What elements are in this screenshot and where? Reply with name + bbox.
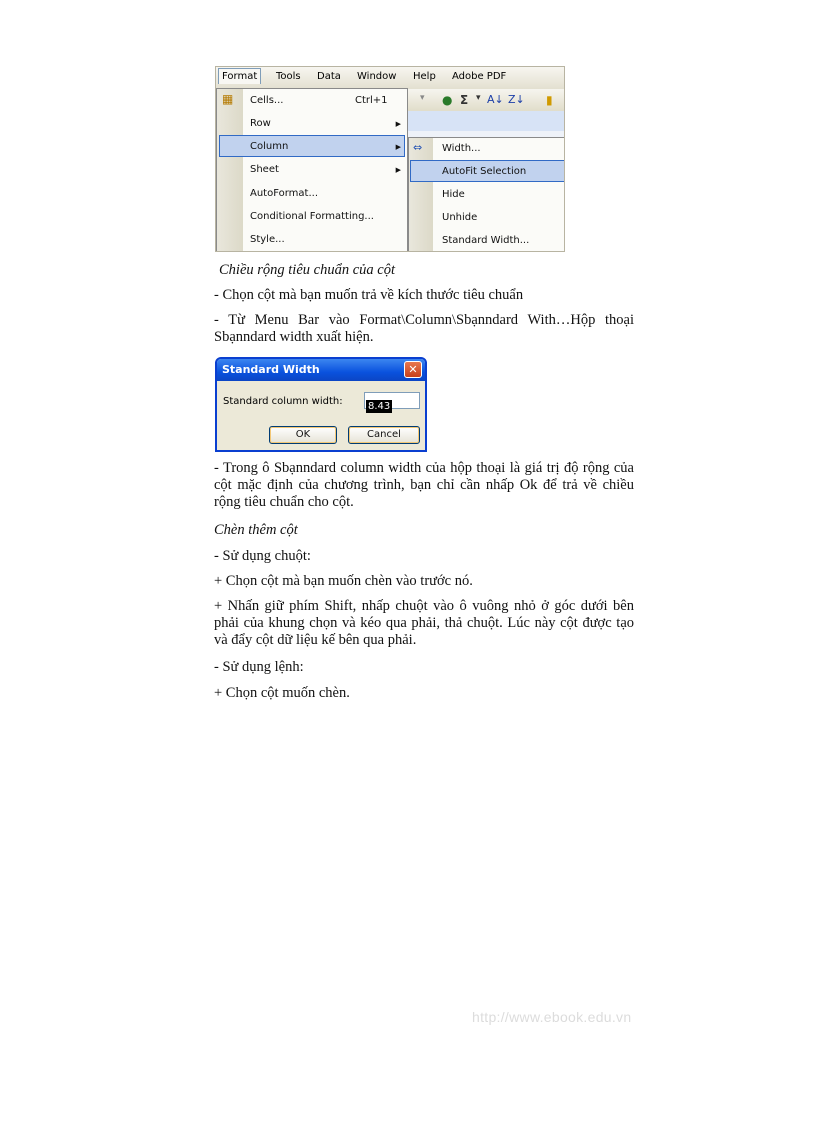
submenu-item-width[interactable]: Width...	[442, 143, 481, 154]
column-submenu	[408, 137, 565, 252]
submenu-item-unhide[interactable]: Unhide	[442, 212, 478, 223]
paragraph: + Chọn cột muốn chèn.	[214, 685, 350, 701]
caption: Chiều rộng tiêu chuẩn của cột	[219, 262, 395, 278]
dialog-title: Standard Width	[217, 359, 425, 381]
watermark: http://www.ebook.edu.vn	[472, 1009, 632, 1025]
menu-data[interactable]: Data	[317, 71, 341, 82]
paragraph: - Trong ô Sbạnndard column width của hộp thoại là giá trị độ rộng của cột mặc định của chương trình, bạn chỉ cần nhấp Ok để trả về chiều rộng tiêu chuẩn cho cột.	[214, 460, 634, 510]
standard-column-width-input[interactable]	[364, 392, 420, 412]
submenu-arrow-icon: ▶	[395, 120, 401, 128]
chart-icon[interactable]: ▮	[546, 93, 553, 107]
cancel-button[interactable]: Cancel	[348, 426, 420, 444]
menu-help[interactable]: Help	[413, 71, 436, 82]
submenu-item-standard-width[interactable]: Standard Width...	[442, 235, 530, 246]
menu-screenshot	[215, 66, 565, 252]
close-icon[interactable]: ✕	[404, 361, 422, 378]
menu-item-label: Cells...	[250, 95, 284, 106]
menu-item-sheet[interactable]	[250, 160, 400, 180]
menu-item-label: Row	[250, 118, 271, 129]
submenu-arrow-icon: ▶	[395, 143, 401, 151]
paragraph: - Sử dụng lệnh:	[214, 659, 304, 675]
section-heading: Chèn thêm cột	[214, 522, 298, 538]
menu-item-label: Column	[250, 141, 289, 152]
standard-column-width-label: Standard column width:	[223, 396, 343, 407]
shortcut-label: Ctrl+1	[355, 95, 388, 106]
menu-gutter	[217, 89, 243, 252]
menu-item-label: Sheet	[250, 164, 279, 175]
paragraph: - Từ Menu Bar vào Format\Column\Sbạnndard With…Hộp thoại Sbạnndard width xuất hiện.	[214, 312, 634, 345]
paragraph: - Chọn cột mà bạn muốn trả về kích thước tiêu chuẩn	[214, 287, 524, 303]
menu-adobe-pdf[interactable]: Adobe PDF	[452, 71, 507, 82]
submenu-item-hide[interactable]: Hide	[442, 189, 465, 200]
menu-item-cells[interactable]	[250, 91, 400, 111]
ok-button[interactable]: OK	[269, 426, 337, 444]
standard-width-dialog	[215, 357, 427, 452]
column-width-icon: ⇔	[413, 141, 423, 154]
menu-tools[interactable]: Tools	[276, 71, 301, 82]
menu-window[interactable]: Window	[357, 71, 397, 82]
cells-icon: ▦	[222, 92, 234, 106]
menu-gutter	[409, 138, 433, 252]
submenu-arrow-icon: ▶	[395, 166, 401, 174]
paragraph: + Chọn cột mà bạn muốn chèn vào trước nó.	[214, 573, 473, 589]
menu-item-autoformat[interactable]	[250, 184, 318, 204]
input-value: 8.43	[368, 401, 391, 412]
menu-bar	[216, 67, 565, 90]
paragraph: + Nhấn giữ phím Shift, nhấp chuột vào ô vuông nhỏ ở góc dưới bên phải của khung chọn và kéo qua phải, thả chuột. Lúc này cột được tạo và đẩy cột dữ liệu kế bên qua phải.	[214, 598, 634, 648]
format-menu	[216, 88, 408, 252]
menu-item-conditional-formatting[interactable]	[250, 207, 374, 227]
menu-item-column[interactable]	[250, 137, 400, 157]
autosum-dropdown-icon[interactable]: ▾	[476, 93, 481, 103]
menu-item-style[interactable]	[250, 230, 285, 250]
hyperlink-icon[interactable]: ●	[442, 93, 453, 107]
submenu-item-autofit-selection[interactable]: AutoFit Selection	[442, 166, 527, 177]
menu-item-label: Conditional Formatting...	[250, 211, 374, 222]
toolbar	[408, 89, 565, 111]
sort-descending-icon[interactable]: Z↓	[508, 93, 525, 106]
menu-item-label: AutoFormat...	[250, 188, 318, 199]
autosum-icon[interactable]: Σ	[460, 93, 469, 107]
menu-item-row[interactable]	[250, 114, 400, 134]
dropdown-icon[interactable]: ▾	[420, 93, 425, 103]
paragraph: - Sử dụng chuột:	[214, 548, 311, 564]
sort-ascending-icon[interactable]: A↓	[487, 93, 504, 106]
menu-item-label: Style...	[250, 234, 285, 245]
menu-format[interactable]: Format	[218, 68, 261, 84]
toolbar-strip	[408, 111, 565, 132]
